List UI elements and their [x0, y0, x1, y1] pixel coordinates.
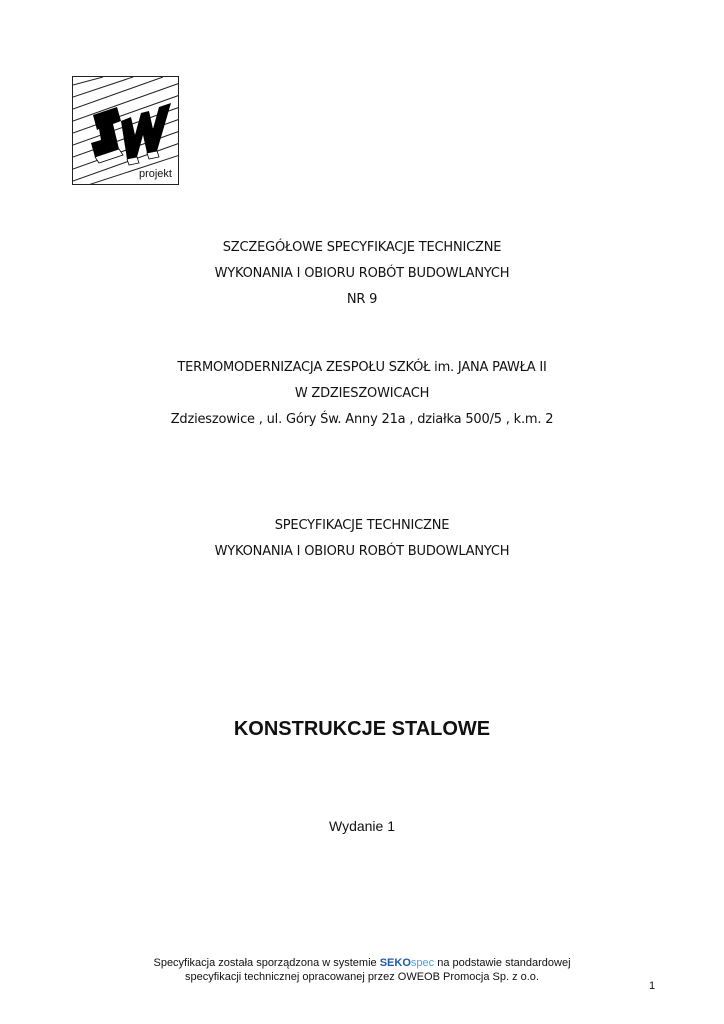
spec-line-2: WYKONANIA I OBIORU ROBÓT BUDOWLANYCH	[214, 544, 510, 559]
footer-text-before: Specyfikacja została sporządzona w systemie	[153, 957, 380, 969]
footer-text-after: na podstawie standardowej	[434, 957, 571, 969]
spec-line-1: SPECYFIKACJE TECHNICZNE	[274, 518, 450, 533]
project-line-2: W ZDZIESZOWICACH	[294, 386, 430, 401]
spec-block	[0, 518, 724, 559]
edition-label: Wydanie 1	[328, 818, 396, 834]
logo-caption: projekt	[138, 168, 172, 180]
header-line-1: SZCZEGÓŁOWE SPECYFIKACJE TECHNICZNE	[222, 240, 502, 255]
company-logo	[72, 76, 179, 185]
spec-header-block	[0, 240, 724, 307]
project-address: Zdzieszowice , ul. Góry Św. Anny 21a , działka 500/5 , k.m. 2	[170, 412, 554, 427]
project-line-1: TERMOMODERNIZACJA ZESPOŁU SZKÓŁ im. JANA PAWŁA II	[177, 360, 547, 375]
footer-line-2: specyfikacji technicznej opracowanej przez OWEOB Promocja Sp. z o.o.	[185, 971, 539, 983]
brand-spec: spec	[410, 957, 435, 969]
page-number: 1	[649, 980, 656, 992]
document-title: KONSTRUKCJE STALOWE	[233, 718, 491, 740]
header-line-3: NR 9	[346, 292, 378, 307]
footer-note	[0, 956, 724, 984]
header-line-2: WYKONANIA I OBIORU ROBÓT BUDOWLANYCH	[214, 266, 510, 281]
footer-line-1	[0, 956, 724, 970]
brand-seko: SEKO	[379, 957, 411, 969]
project-block	[0, 360, 724, 427]
